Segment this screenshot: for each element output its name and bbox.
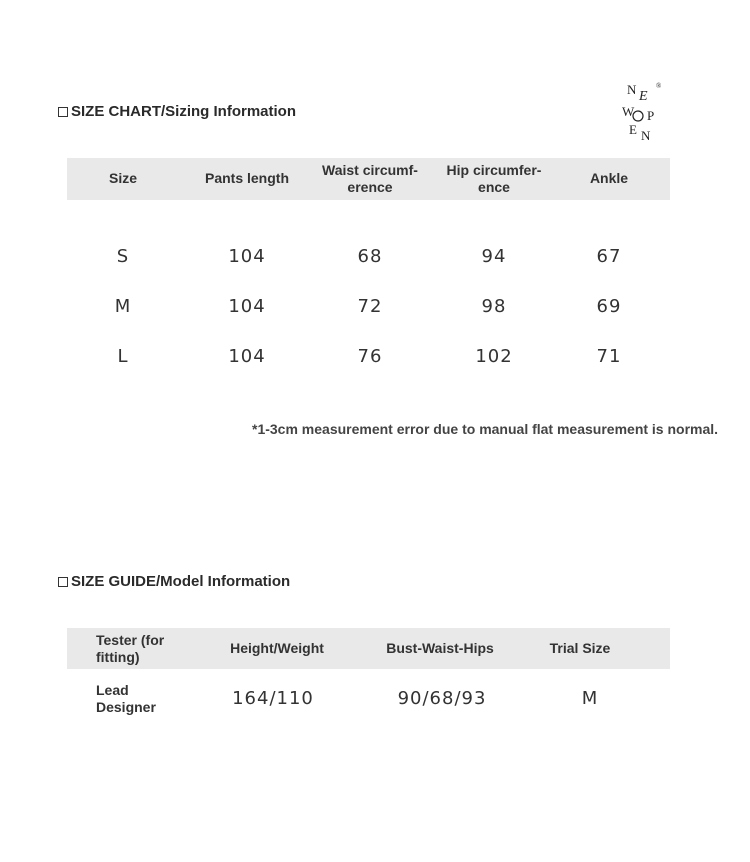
model-value: 90/68/93 [397, 688, 487, 709]
registered-mark: ® [656, 82, 662, 90]
logo-letter: E [629, 122, 637, 137]
size-label: M [114, 296, 132, 317]
size-label: S [116, 246, 130, 267]
size-chart-column-header [434, 162, 554, 196]
logo-letter: W [622, 104, 635, 119]
header-line: Bust-Waist-Hips [386, 640, 494, 656]
size-chart-column-header [63, 170, 183, 187]
size-guide-column-header [207, 640, 347, 657]
size-label: L [117, 346, 129, 367]
logo-letter: P [647, 108, 655, 123]
header-line: fitting) [96, 649, 140, 665]
table-cell: 98 [481, 296, 507, 317]
size-guide-header [67, 628, 670, 669]
header-line: ence [478, 179, 510, 195]
brand-logo [618, 80, 666, 144]
logo-o-circle [633, 111, 643, 121]
header-line: Size [108, 170, 137, 186]
logo-letter: N [641, 128, 651, 143]
size-chart-column-header [549, 170, 669, 187]
checkbox-icon [58, 577, 68, 587]
header-line: Hip circumfer- [446, 162, 542, 178]
header-line: Trial Size [549, 640, 611, 656]
model-value: M [581, 688, 599, 709]
checkbox-icon [58, 107, 68, 117]
size-guide-title-text: SIZE GUIDE/Model Information [71, 573, 291, 590]
size-guide-column-header [96, 632, 164, 666]
table-cell: 67 [596, 246, 622, 267]
header-line: Height/Weight [230, 640, 324, 656]
logo-letter: E [639, 89, 648, 104]
logo-letter: N [627, 82, 637, 97]
header-line: Pants length [204, 170, 289, 186]
role-line: Lead [96, 682, 129, 698]
model-value: 164/110 [232, 688, 314, 709]
table-cell: 102 [475, 346, 513, 367]
table-cell: 72 [357, 296, 383, 317]
role-line: Designer [96, 699, 156, 715]
measurement-note: *1-3cm measurement error due to manual flat measurement is normal. [252, 421, 719, 437]
table-cell: 76 [357, 346, 383, 367]
header-line: erence [347, 179, 393, 195]
table-cell: 94 [481, 246, 507, 267]
table-cell: 71 [596, 346, 622, 367]
table-cell: 104 [228, 346, 266, 367]
size-chart-header [67, 158, 670, 200]
size-chart-column-header [310, 162, 430, 196]
header-line: Waist circumf- [322, 162, 418, 178]
size-guide-column-header [370, 640, 510, 657]
size-guide-title [58, 573, 290, 590]
header-line: Tester (for [96, 632, 165, 648]
model-role-label [96, 682, 156, 716]
table-cell: 68 [357, 246, 383, 267]
size-chart-column-header [187, 170, 307, 187]
table-cell: 69 [596, 296, 622, 317]
header-line: Ankle [589, 170, 629, 186]
table-cell: 104 [228, 246, 266, 267]
size-guide-column-header [510, 640, 650, 657]
size-chart-title [58, 103, 296, 120]
table-cell: 104 [228, 296, 266, 317]
size-chart-title-text: SIZE CHART/Sizing Information [71, 103, 296, 120]
